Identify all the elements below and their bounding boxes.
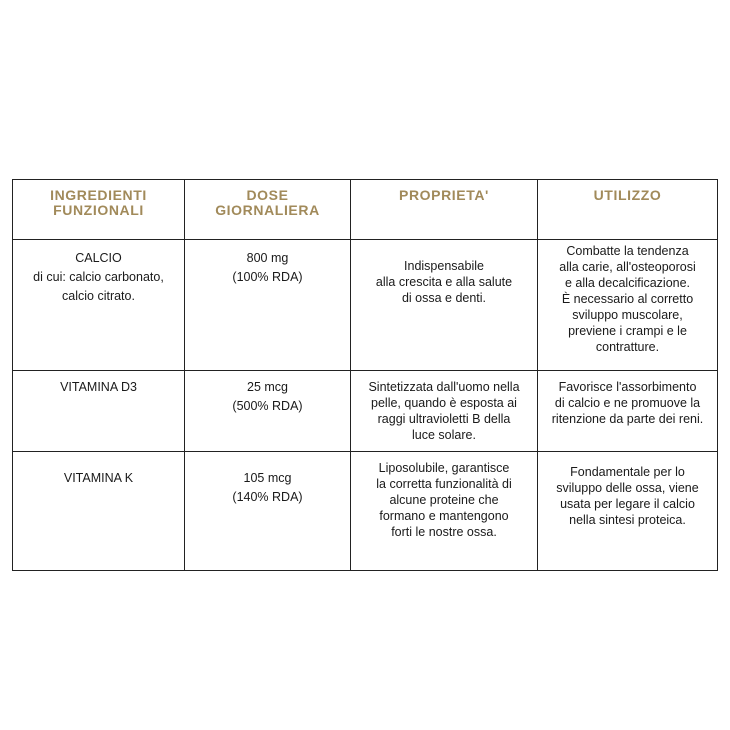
properties-line: pelle, quando è esposta ai [371,396,517,410]
ingredient-line: di cui: calcio carbonato, [33,270,164,284]
header-dose-line: GIORNALIERA [215,202,320,218]
properties-cell [351,371,538,452]
usage-line: nella sintesi proteica. [569,513,686,527]
usage-line: sviluppo muscolare, [572,308,683,322]
usage-line: e alla decalcificazione. [564,276,691,290]
properties-cell [351,452,538,571]
properties-cell [351,240,538,371]
dose-cell [185,240,351,371]
usage-cell [538,371,718,452]
table-row-calcio [13,240,718,371]
properties-line: formano e mantengono [379,509,509,523]
properties-line: di ossa e denti. [401,291,487,305]
properties-line: Sintetizzata dall'uomo nella [368,380,520,394]
header-ingredients [13,180,185,240]
dose-rda: (140% RDA) [232,490,303,504]
header-row [13,180,718,240]
header-usage [538,180,718,240]
nutrition-table [12,179,718,571]
usage-line: contratture. [595,340,660,354]
usage-line: usata per legare il calcio [560,497,695,511]
usage-line: Combatte la tendenza [566,244,689,258]
dose-rda: (500% RDA) [232,399,303,413]
table-row-vitamina-d3 [13,371,718,452]
usage-cell [538,240,718,371]
ingredient-cell [13,240,185,371]
usage-line: È necessario al corretto [561,292,694,306]
dose-cell [185,371,351,452]
ingredient-line: VITAMINA K [63,471,134,485]
ingredient-cell [13,371,185,452]
dose-amount: 105 mcg [243,471,292,485]
usage-line: di calcio e ne promuove la [554,396,701,410]
ingredient-line: VITAMINA D3 [60,380,137,394]
header-usage-line: UTILIZZO [593,187,662,203]
properties-line: luce solare. [412,428,476,442]
ingredient-cell [13,452,185,571]
dose-amount: 25 mcg [247,380,288,394]
usage-line: sviluppo delle ossa, viene [556,481,699,495]
header-properties-line: PROPRIETA' [399,187,489,203]
ingredient-line: CALCIO [75,251,122,265]
ingredient-line: calcio citrato. [62,289,135,303]
usage-cell [538,452,718,571]
header-dose [185,180,351,240]
dose-cell [185,452,351,571]
table-row-vitamina-k [13,452,718,571]
properties-line: alla crescita e alla salute [375,275,513,289]
header-dose-line: DOSE [246,187,289,203]
properties-line: forti le nostre ossa. [391,525,497,539]
usage-line: alla carie, all'osteoporosi [559,260,696,274]
properties-line: la corretta funzionalità di [376,477,512,491]
dose-rda: (100% RDA) [232,270,303,284]
properties-line: raggi ultravioletti B della [377,412,511,426]
usage-line: Favorisce l'assorbimento [558,380,697,394]
header-properties [351,180,538,240]
header-ingredients-line: INGREDIENTI [50,187,147,203]
properties-line: Liposolubile, garantisce [378,461,510,475]
usage-line: ritenzione da parte dei reni. [551,412,704,426]
properties-line: Indispensabile [404,259,484,273]
usage-line: previene i crampi e le [568,324,687,338]
usage-line: Fondamentale per lo [570,465,685,479]
properties-line: alcune proteine che [389,493,499,507]
header-ingredients-line: FUNZIONALI [53,202,144,218]
dose-amount: 800 mg [246,251,289,265]
